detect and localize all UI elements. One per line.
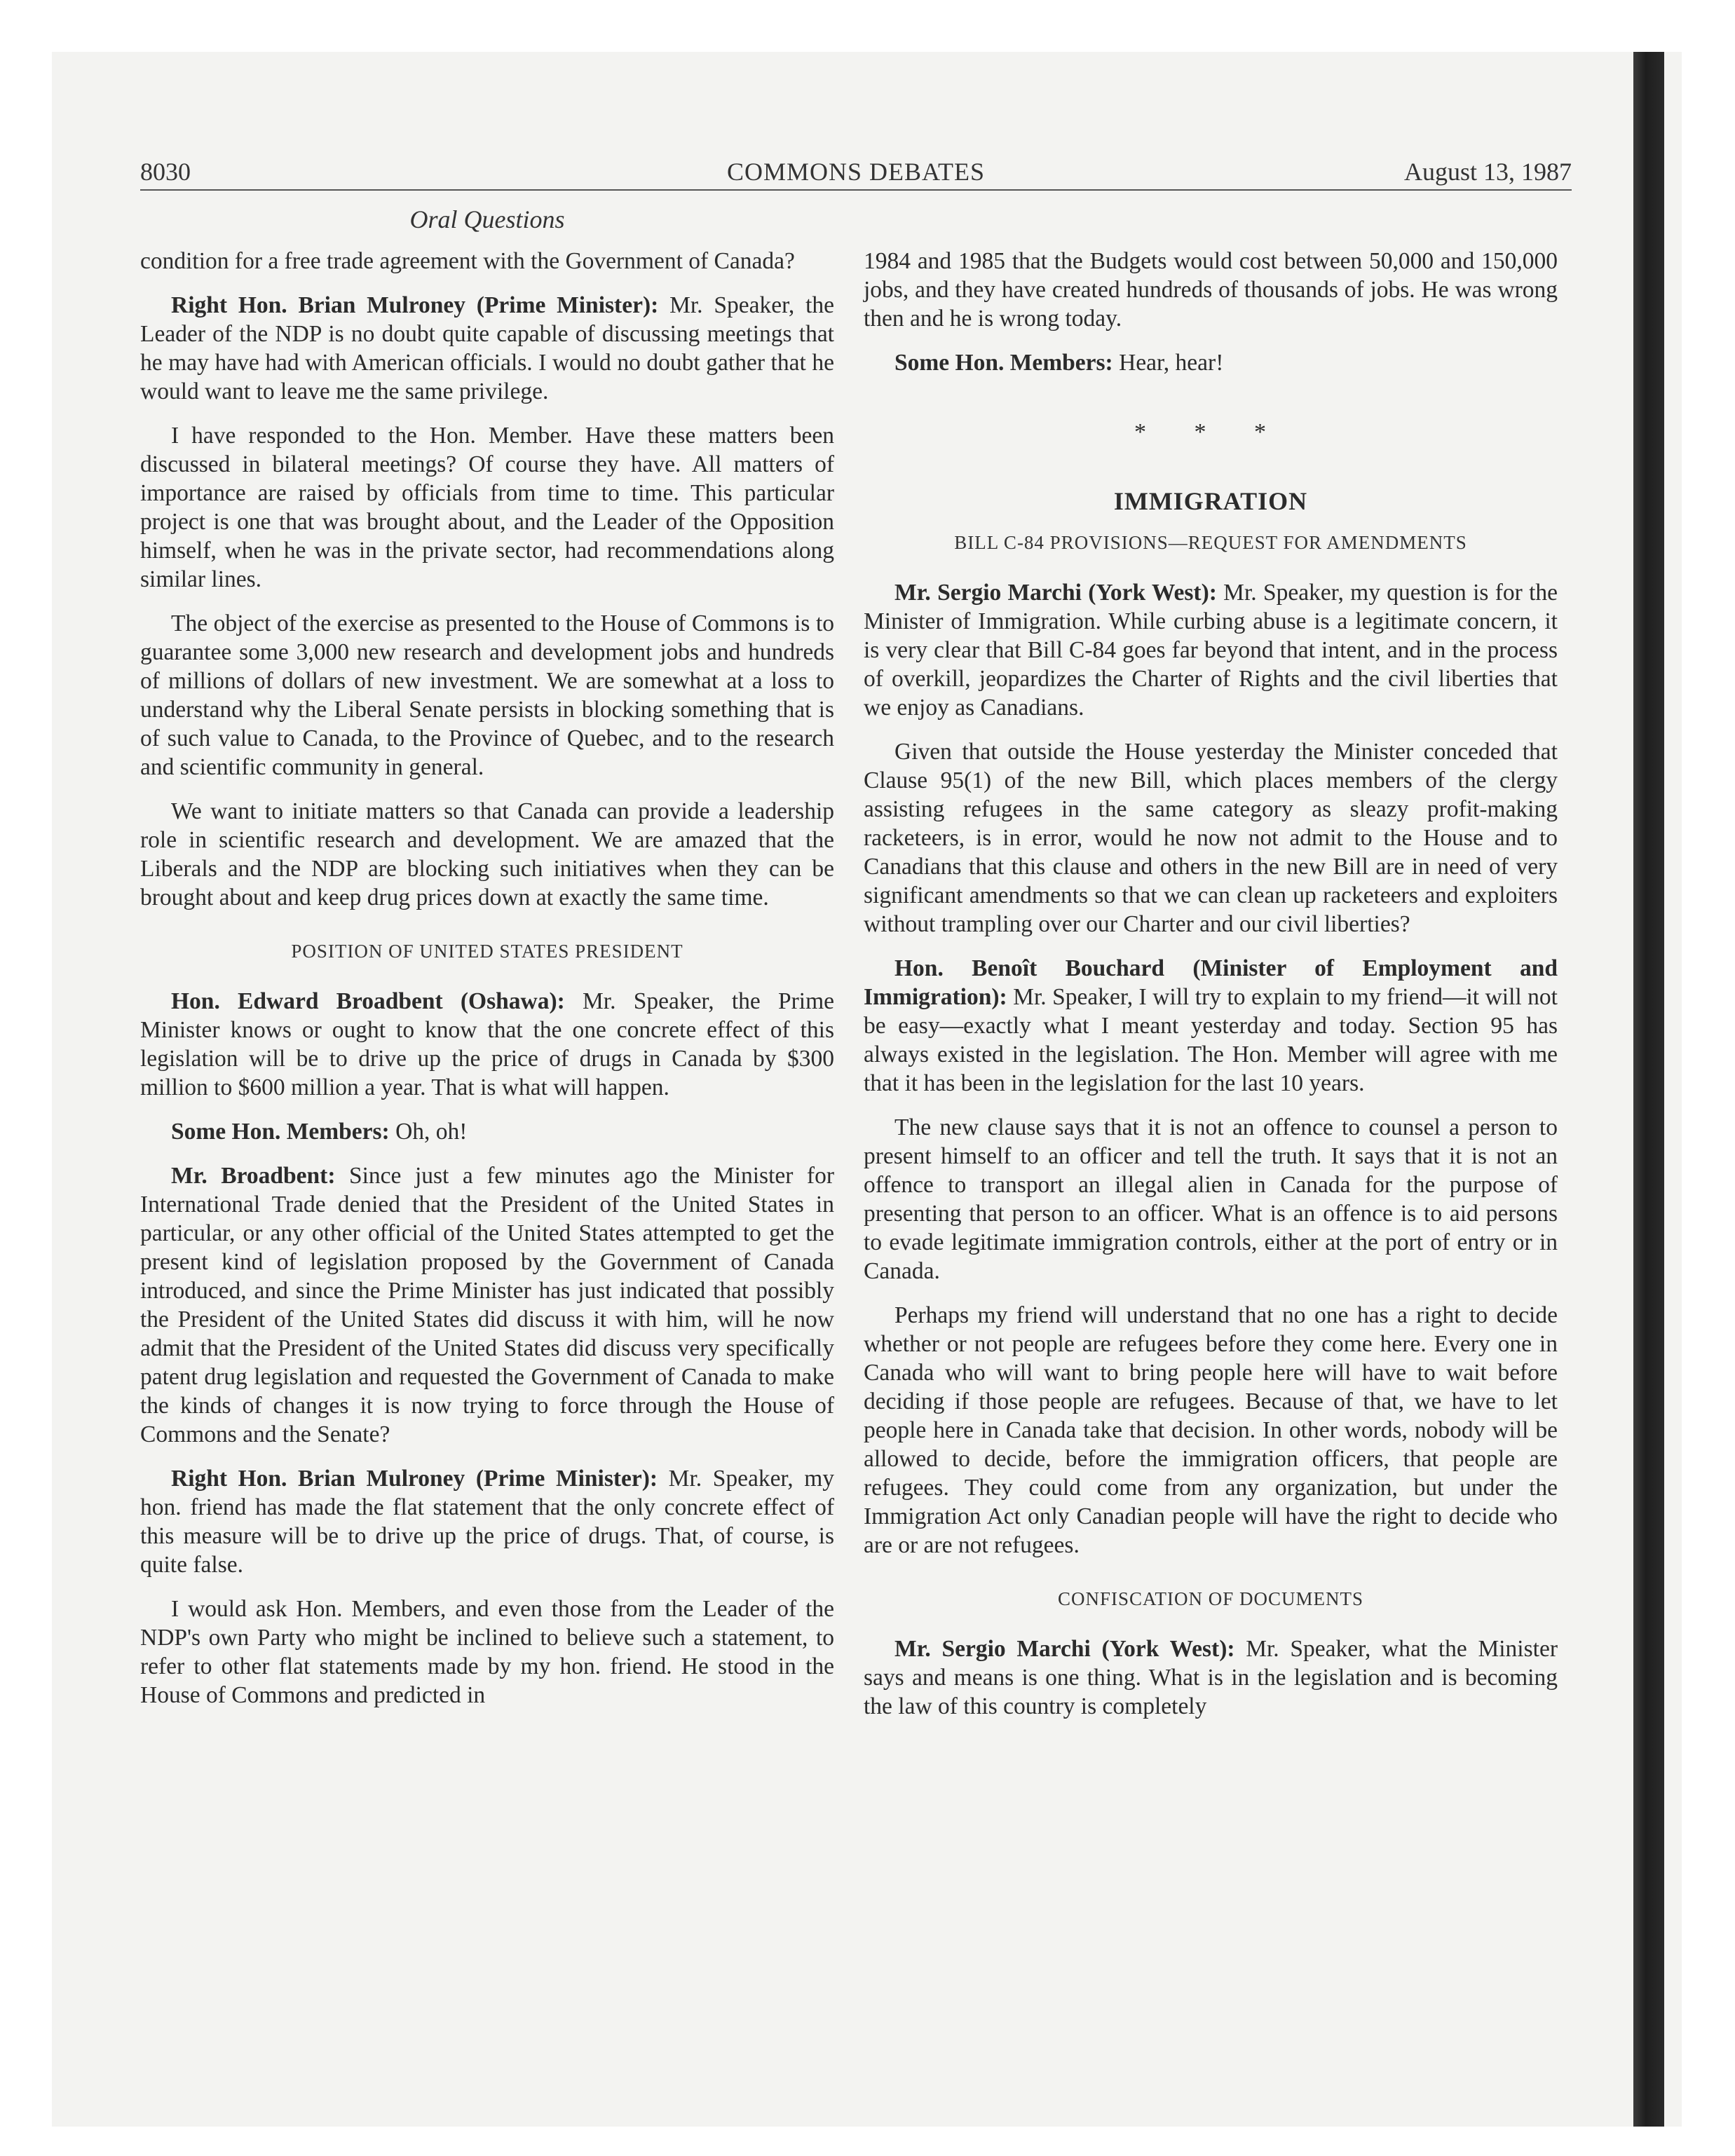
speaker-name: Mr. Broadbent: — [171, 1163, 336, 1189]
page-number: 8030 — [140, 158, 191, 186]
left-column — [140, 247, 834, 1725]
right-column — [864, 247, 1558, 1736]
speech-paragraph — [140, 1464, 834, 1579]
speech-paragraph — [140, 291, 834, 406]
paragraph: I would ask Hon. Members, and even those from the Leader of the NDP's own Party who might be inclined to believe such a statement, to refer to other flat statements made by my hon. friend. He stood in the House of Commons and predicted in — [140, 1596, 834, 1708]
speaker-name: Hon. Benoît Bouchard (Minister of Employment and Immigration): — [864, 955, 1558, 1010]
speech-text: Mr. Speaker, my hon. friend has made the flat statement that the only concrete effect of this measure will be to drive up the price of drugs. That, of course, is quite false. — [140, 1466, 834, 1578]
paragraph: Given that outside the House yesterday the Minister conceded that Clause 95(1) of the new Bill, which places members of the clergy assisting refugees in the same category as sleazy profit-making racketeers, is in error, would he now not admit to the House and to Canadians that this clause and others in the new Bill are in need of very significant amendments so that we can clean up racketeers and exploiters without trampling over our Charter and our civil liberties? — [864, 739, 1558, 937]
paragraph: I have responded to the Hon. Member. Have these matters been discussed in bilateral meetings? Of course they have. All matters of importance are raised by officials from time to time. This particular project is one that was brought about, and the Leader of the Opposition himself, when he was in the private sector, had recommendations along similar lines. — [140, 423, 834, 592]
section-heading: Oral Questions — [409, 205, 565, 233]
speech-text: Since just a few minutes ago the Minister for International Trade denied that the President of the United States in particular, or any other official of the United States attempted to get the present kind of legislation proposed by the Government of Canada introduced, and since the Prime Minister has just indicated that possibly the President of the United States did discuss it with him, will he now admit that the President of the United States did discuss very specifically patent drug legislation and requested the Government of Canada to make the kinds of changes it is now trying to force through the House of Commons and the Senate? — [140, 1163, 834, 1447]
speech-paragraph — [864, 954, 1558, 1098]
speech-paragraph — [140, 1117, 834, 1146]
publication-date: August 13, 1987 — [1403, 158, 1572, 186]
page-header — [140, 153, 1572, 191]
speech-text: Mr. Speaker, the Leader of the NDP is no doubt quite capable of discussing meetings that he may have had with American officials. I would no doubt gather that he would want to leave me the same privilege. — [140, 292, 834, 404]
speech-paragraph — [140, 1161, 834, 1449]
speech-paragraph — [140, 987, 834, 1102]
speech-text: Hear, hear! — [1113, 350, 1224, 376]
subheading: CONFISCATION OF DOCUMENTS — [1057, 1588, 1364, 1609]
speaker-name: Right Hon. Brian Mulroney (Prime Minister): — [171, 1466, 658, 1492]
subheading: BILL C-84 PROVISIONS—REQUEST FOR AMENDMENTS — [954, 532, 1467, 553]
speaker-name: Mr. Sergio Marchi (York West): — [894, 580, 1217, 606]
paragraph: condition for a free trade agreement with the Government of Canada? — [140, 248, 795, 274]
subheading: POSITION OF UNITED STATES PRESIDENT — [291, 941, 683, 962]
speech-paragraph — [864, 1635, 1558, 1721]
speaker-name: Hon. Edward Broadbent (Oshawa): — [171, 988, 565, 1014]
paragraph: The object of the exercise as presented to the House of Commons is to guarantee some 3,000 new research and development jobs and hundreds of millions of dollars of new investment. We are somewhat at a loss to understand why the Liberal Senate persists in blocking something that is of such value to Canada, to the Province of Quebec, and to the research and scientific community in general. — [140, 610, 834, 780]
paragraph: The new clause says that it is not an offence to counsel a person to present himself to an officer and tell the truth. It says that it is not an offence to transport an illegal alien in Canada for the purpose of presenting that person to an officer. What is an offence is to aid persons to evade legitimate immigration controls, either at the port of entry or in Canada. — [864, 1114, 1558, 1284]
section-separator: * * * — [1134, 419, 1287, 445]
speaker-name: Some Hon. Members: — [171, 1119, 390, 1145]
speaker-name: Mr. Sergio Marchi (York West): — [894, 1636, 1235, 1662]
speech-text: Mr. Speaker, my question is for the Minister of Immigration. While curbing abuse is a legitimate concern, it is very clear that Bill C-84 goes far beyond that intent, and in the process of overkill, jeopardizes the Charter of Rights and the civil liberties that we enjoy as Canadians. — [864, 580, 1558, 721]
speech-text: Oh, oh! — [389, 1119, 468, 1145]
paragraph: Perhaps my friend will understand that no one has a right to decide whether or not people are refugees before they come here. Every one in Canada who will want to bring people here will have to wait before deciding if those people are refugees. Because of that, we have to let people here in Canada take that decision. In other words, nobody will be allowed to decide, before the immigration officers, that people are refugees. They could come from any organization, but under the Immigration Act only Canadian people will have the right to decide who are or are not refugees. — [864, 1302, 1558, 1558]
speech-paragraph — [864, 348, 1558, 377]
speech-text: Mr. Speaker, what the Minister says and means is one thing. What is in the legislation and is becoming the law of this country is completely — [864, 1636, 1558, 1719]
paragraph: We want to initiate matters so that Canada can provide a leadership role in scientific research and development. We are amazed that the Liberals and the NDP are blocking such initiatives when they can be brought about and keep drug prices down at exactly the same time. — [140, 798, 834, 910]
major-heading: IMMIGRATION — [1113, 487, 1308, 515]
speaker-name: Some Hon. Members: — [894, 350, 1113, 376]
paragraph: 1984 and 1985 that the Budgets would cost between 50,000 and 150,000 jobs, and they have created hundreds of thousands of jobs. He was wrong then and he is wrong today. — [864, 248, 1558, 332]
speaker-name: Right Hon. Brian Mulroney (Prime Minister): — [171, 292, 659, 318]
speech-paragraph — [864, 578, 1558, 722]
binding-edge — [1633, 52, 1664, 2127]
publication-title: COMMONS DEBATES — [726, 158, 986, 186]
speech-text: Mr. Speaker, I will try to explain to my friend—it will not be easy—exactly what I meant yesterday and today. Section 95 has always existed in the legislation. The Hon. Member will agree with me that it has been in the legislation for the last 10 years. — [864, 984, 1558, 1096]
speech-text: Mr. Speaker, the Prime Minister knows or ought to know that the one concrete effect of this legislation will be to drive up the price of drugs in Canada by $300 million to $600 million a year. That is what will happen. — [140, 988, 834, 1100]
